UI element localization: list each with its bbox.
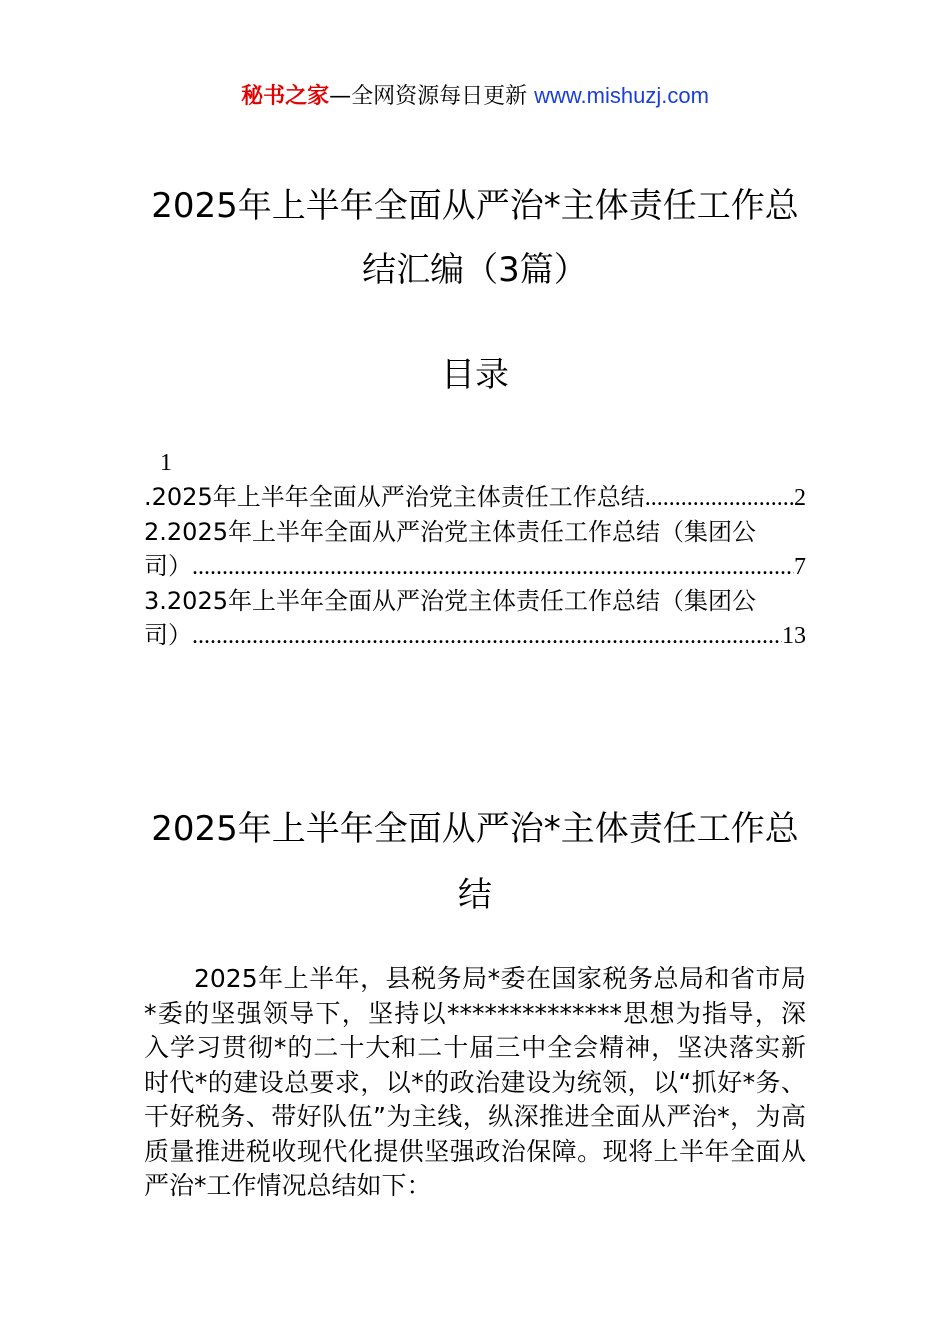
toc-leader-dots [192,619,782,653]
toc-item-1-label: .2025年上半年全面从严治党主体责任工作总结 [144,483,645,511]
toc-item-3-label-line1: 3.2025年上半年全面从严治党主体责任工作总结（集团公 [144,587,756,615]
table-of-contents [144,446,806,653]
toc-item-2-page: 7 [794,554,806,580]
toc-item-1[interactable] [144,480,806,515]
toc-item-3-label-line2: 司） [144,621,192,649]
document-title: 2025年上半年全面从严治*主体责任工作总结汇编（3篇） [151,186,799,290]
header-slogan: —全网资源每日更新 [329,84,528,109]
toc-item-2-label-line1: 2.2025年上半年全面从严治党主体责任工作总结（集团公 [144,518,756,546]
toc-item-2-label-line2: 司） [144,552,192,580]
toc-leader-dots [645,481,794,515]
toc-item-3[interactable] [144,584,806,653]
toc-item-2[interactable] [144,515,806,584]
site-header [0,80,950,113]
toc-item-3-page: 13 [782,623,806,649]
toc-heading: 目录 [441,355,509,395]
brand-name: 秘书之家 [241,84,330,109]
toc-item-1-page: 2 [794,485,806,511]
body-paragraph: 2025年上半年，县税务局*委在国家税务总局和省市局*委的坚强领导下，坚持以**************思想为指导，深入学习贯彻*的二十大和二十届三中全会精神，坚决落实新时代*的建设总要求，以*的政治建设为统领，以“抓好*务、干好税务、带好队伍”为主线，纵深推进全面从严治*，为高质量推进税收现代化提供坚强政治保障。现将上半年全面从严治*工作情况总结如下： [144,964,806,1200]
toc-item-1-number: 1 [160,450,172,476]
site-url-link[interactable]: www.mishuzj.com [534,83,709,108]
toc-leader-dots [192,550,794,584]
section-title: 2025年上半年全面从严治*主体责任工作总结 [151,809,799,915]
